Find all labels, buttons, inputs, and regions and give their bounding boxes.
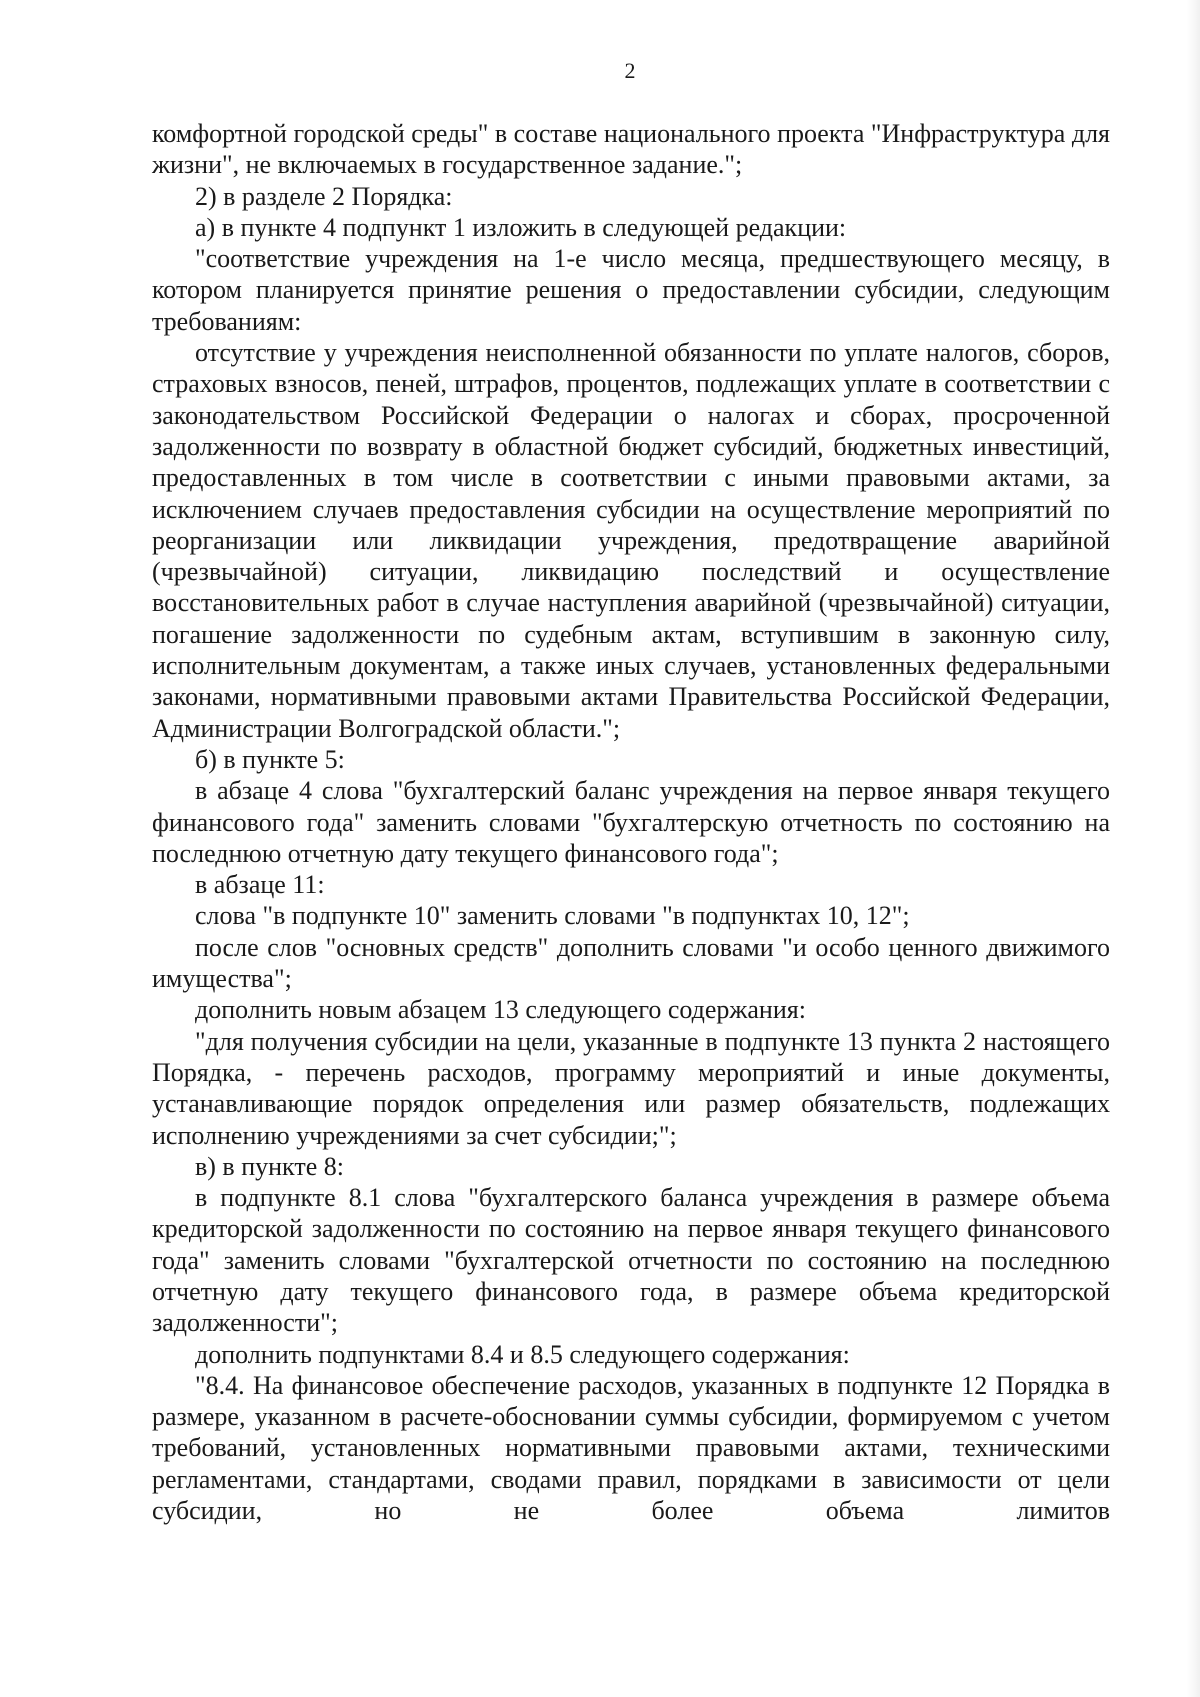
paragraph-7: в абзаце 4 слова "бухгалтерский баланс учреждения на первое января текущего финансового года" заменить словами "бухгалтерскую отчетность по состоянию на последнюю отчетную дату текущего финансового года"; (152, 776, 1110, 868)
paragraph-16: "8.4. На финансовое обеспечение расходов, указанных в подпункте 12 Порядка в размере, указанном в расчете-обосновании суммы субсидии, формируемом с учетом требований, установленных нормативными правовыми актами, техническими регламентами, стандартами, сводами правил, порядками в зависимости от цели субсидии, но не более объема лимитов (152, 1370, 1110, 1526)
paragraph-4: "соответствие учреждения на 1-е число месяца, предшествующего месяцу, в котором планируется принятие решения о предоставлении субсидии, следующим требованиям: (152, 244, 1110, 336)
paragraph-3: а) в пункте 4 подпункт 1 изложить в следующей редакции: (195, 212, 847, 242)
paragraph-1: комфортной городской среды" в составе национального проекта "Инфраструктура для жизни", не включаемых в государственное задание."; (152, 119, 1110, 180)
paragraph-13: в) в пункте 8: (195, 1151, 344, 1181)
page-number: 2 (624, 58, 636, 83)
scan-edge-shadow (1186, 0, 1200, 1697)
paragraph-10: после слов "основных средств" дополнить словами "и особо ценного движимого имущества"; (152, 932, 1110, 994)
paragraph-5: отсутствие у учреждения неисполненной обязанности по уплате налогов, сборов, страховых взносов, пеней, штрафов, процентов, подлежащих уплате в соответствии с законодательством Российской Федерации о налогах и сборах, просроченной задолженности по возврату в областной бюджет субсидий, бюджетных инвестиций, предоставленных в том числе в соответствии с иными правовыми актами, за исключением случаев предоставления субсидии на осуществление мероприятий по реорганизации или ликвидации учреждения, предотвращение аварийной (чрезвычайной) ситуации, ликвидацию последствий и осуществление восстановительных работ в случае наступления аварийной (чрезвычайной) ситуации, погашение задолженности по судебным актам, вступившим в законную силу, исполнительным документам, а также иных случаев, установленных федеральными законами, нормативными правовыми актами Правительства Российской Федерации, Администрации Волгоградской области."; (152, 338, 1110, 743)
document-body (152, 118, 1110, 1526)
paragraph-15: дополнить подпунктами 8.4 и 8.5 следующего содержания: (195, 1339, 850, 1369)
paragraph-6: б) в пункте 5: (195, 744, 345, 774)
paragraph-8: в абзаце 11: (195, 870, 325, 900)
paragraph-14: в подпункте 8.1 слова "бухгалтерского баланса учреждения в размере объема кредиторской задолженности по состоянию на первое января текущего финансового года" заменить словами "бухгалтерской отчетности по состоянию на последнюю отчетную дату текущего финансового года, в размере объема кредиторской задолженности"; (152, 1183, 1110, 1338)
paragraph-12: "для получения субсидии на цели, указанные в подпункте 13 пункта 2 настоящего Порядка, - перечень расходов, программу мероприятий и иные документы, устанавливающие порядок определения или размер обязательств, подлежащих исполнению учреждениями за счет субсидии;"; (152, 1026, 1110, 1150)
paragraph-2: 2) в разделе 2 Порядка: (195, 181, 453, 211)
paragraph-9: слова "в подпункте 10" заменить словами "в подпунктах 10, 12"; (195, 901, 910, 931)
paragraph-11: дополнить новым абзацем 13 следующего содержания: (195, 995, 806, 1025)
